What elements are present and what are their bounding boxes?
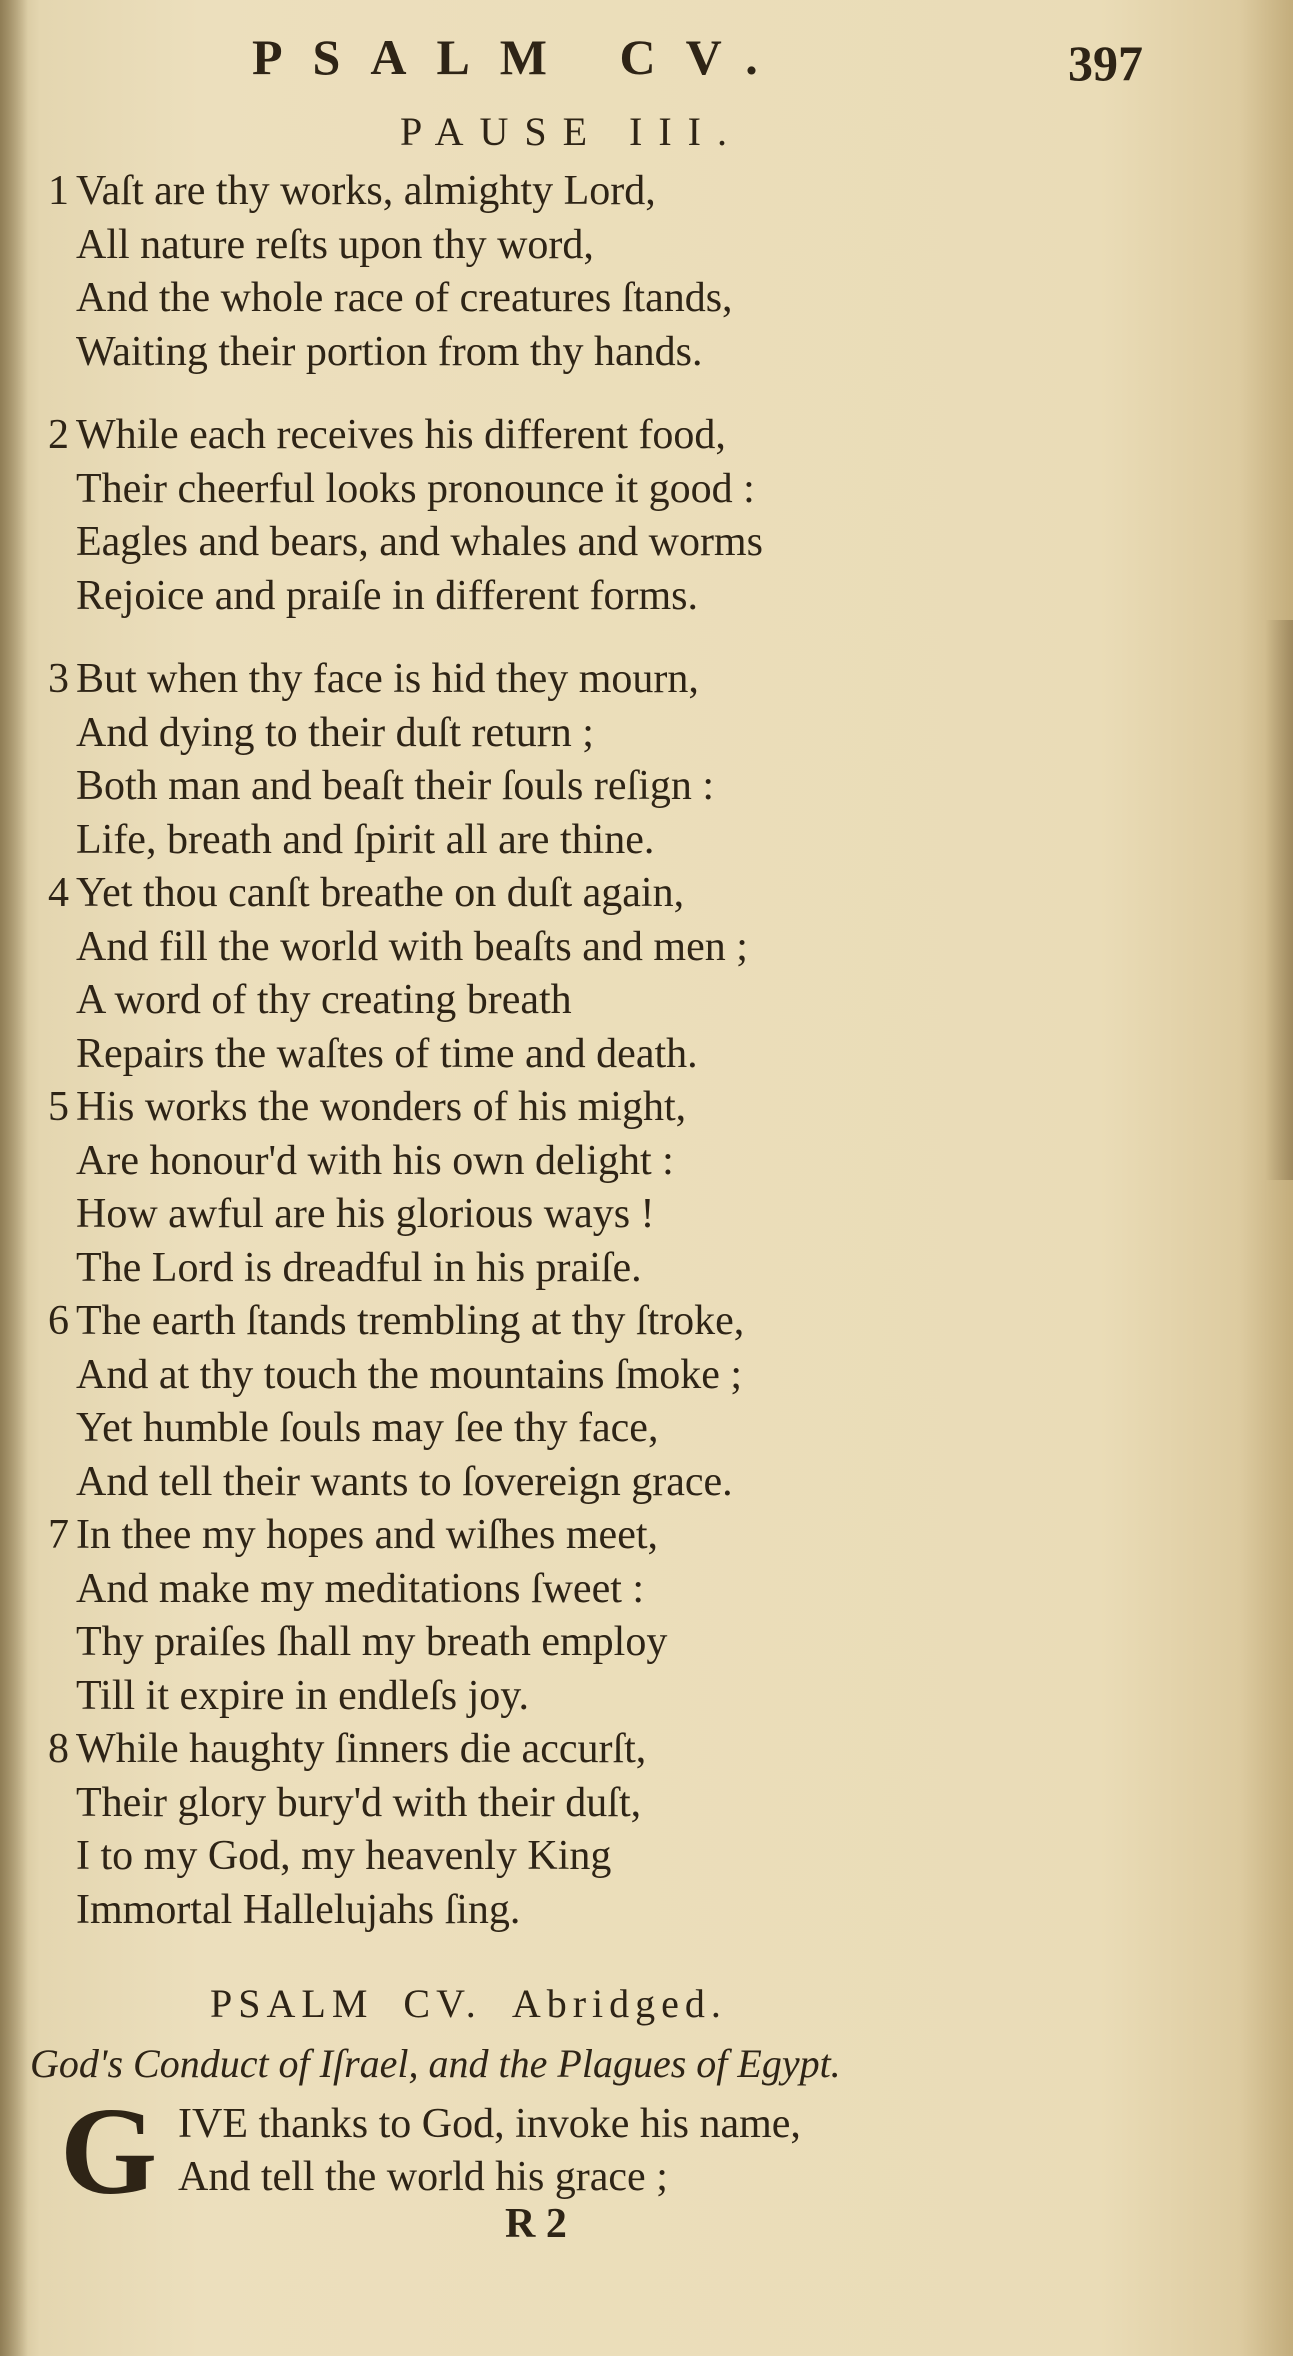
- verse-line: 6 The earth ſtands trembling at thy ſtroke,: [48, 1295, 1228, 1349]
- stanza-number: 5: [48, 1084, 69, 1130]
- verse-line: Till it expire in endleſs joy.: [76, 1672, 530, 1719]
- drop-cap: G: [60, 2083, 158, 2221]
- hymn-stanzas: [48, 165, 1228, 1937]
- gutter-shadow: [0, 0, 28, 2356]
- running-title: PSALM CV.: [252, 29, 788, 85]
- verse-line: 3 But when thy face is hid they mourn,: [48, 653, 1228, 707]
- verse-line: The Lord is dreadful in his praiſe.: [76, 1244, 642, 1291]
- stanza: [48, 867, 1228, 1081]
- verse-line: Immortal Hallelujahs ſing.: [76, 1886, 521, 1933]
- verse-line: Their glory bury'd with their duſt,: [76, 1779, 642, 1826]
- verse-line: Both man and beaſt their ſouls reſign :: [76, 763, 715, 809]
- verse-line: IVE thanks to God, invoke his name,: [178, 2101, 801, 2147]
- verse-line: Life, breath and ſpirit all are thine.: [76, 816, 655, 863]
- stanza: [48, 409, 1228, 623]
- verse-line: And tell their wants to ſovereign grace.: [76, 1458, 733, 1505]
- page-edge-stain: [1265, 620, 1293, 1180]
- verse-line: And make my meditations ſweet :: [76, 1565, 645, 1612]
- verse-line: Repairs the waſtes of time and death.: [76, 1030, 698, 1077]
- stanza: [48, 1723, 1228, 1937]
- stanza: [48, 1295, 1228, 1509]
- verse-line: Waiting their portion from thy hands.: [76, 328, 703, 375]
- verse-line: A word of thy creating breath: [76, 977, 572, 1023]
- page-header: [0, 28, 1293, 91]
- stanza-number: 8: [48, 1726, 69, 1772]
- pause-heading: PAUSE III.: [400, 109, 743, 154]
- verse-line: All nature reſts upon thy word,: [76, 221, 594, 268]
- verse-line: How awful are his glorious ways !: [76, 1191, 655, 1237]
- stanza-number: 1: [48, 168, 69, 214]
- stanza: [48, 165, 1228, 379]
- stanza-number: 6: [48, 1298, 69, 1344]
- verse-line: And tell the world his grace ;: [178, 2154, 668, 2200]
- verse-line: Thy praiſes ſhall my breath employ: [76, 1619, 668, 1665]
- verse-line: 5 His works the wonders of his might,: [48, 1081, 1228, 1135]
- verse-line: And fill the world with beaſts and men ;: [76, 923, 748, 970]
- page-number: 397: [1068, 35, 1143, 91]
- psalm-heading: [210, 1980, 757, 2027]
- psalm-number: CV.: [403, 1981, 482, 2026]
- stanza: [48, 1081, 1228, 1295]
- verse-line: And at thy touch the mountains ſmoke ;: [76, 1351, 743, 1398]
- stanza-number: 4: [48, 870, 69, 916]
- verse-line: And dying to their duſt return ;: [76, 709, 594, 756]
- verse-line: 4 Yet thou canſt breathe on duſt again,: [48, 867, 1228, 921]
- verse-line: 2 While each receives his different food,: [48, 409, 1228, 463]
- verse-line: Yet humble ſouls may ſee thy face,: [76, 1405, 659, 1451]
- stanza: [48, 653, 1228, 867]
- verse-line: I to my God, my heavenly King: [76, 1833, 612, 1879]
- verse-line: 1 Vaſt are thy works, almighty Lord,: [48, 165, 1228, 219]
- verse-line: Eagles and bears, and whales and worms: [76, 519, 763, 565]
- verse-line: 7 In thee my hopes and wiſhes meet,: [48, 1509, 1228, 1563]
- stanza-number: 7: [48, 1512, 69, 1558]
- verse-line: Their cheerful looks pronounce it good :: [76, 465, 755, 512]
- psalm-subtitle: God's Conduct of Iſrael, and the Plagues of Egypt.: [30, 2041, 841, 2086]
- psalm-label: PSALM: [210, 1981, 374, 2026]
- verse-line: Are honour'd with his own delight :: [76, 1137, 674, 1184]
- stanza: [48, 1509, 1228, 1723]
- stanza-number: 3: [48, 656, 69, 702]
- verse-line: Rejoice and praiſe in different forms.: [76, 572, 699, 619]
- psalm-note: Abridged.: [511, 1981, 727, 2026]
- verse-line: 8 While haughty ſinners die accurſt,: [48, 1723, 1228, 1777]
- stanza-number: 2: [48, 412, 69, 458]
- verse-line: And the whole race of creatures ſtands,: [76, 275, 733, 321]
- signature-mark: R 2: [505, 2201, 567, 2247]
